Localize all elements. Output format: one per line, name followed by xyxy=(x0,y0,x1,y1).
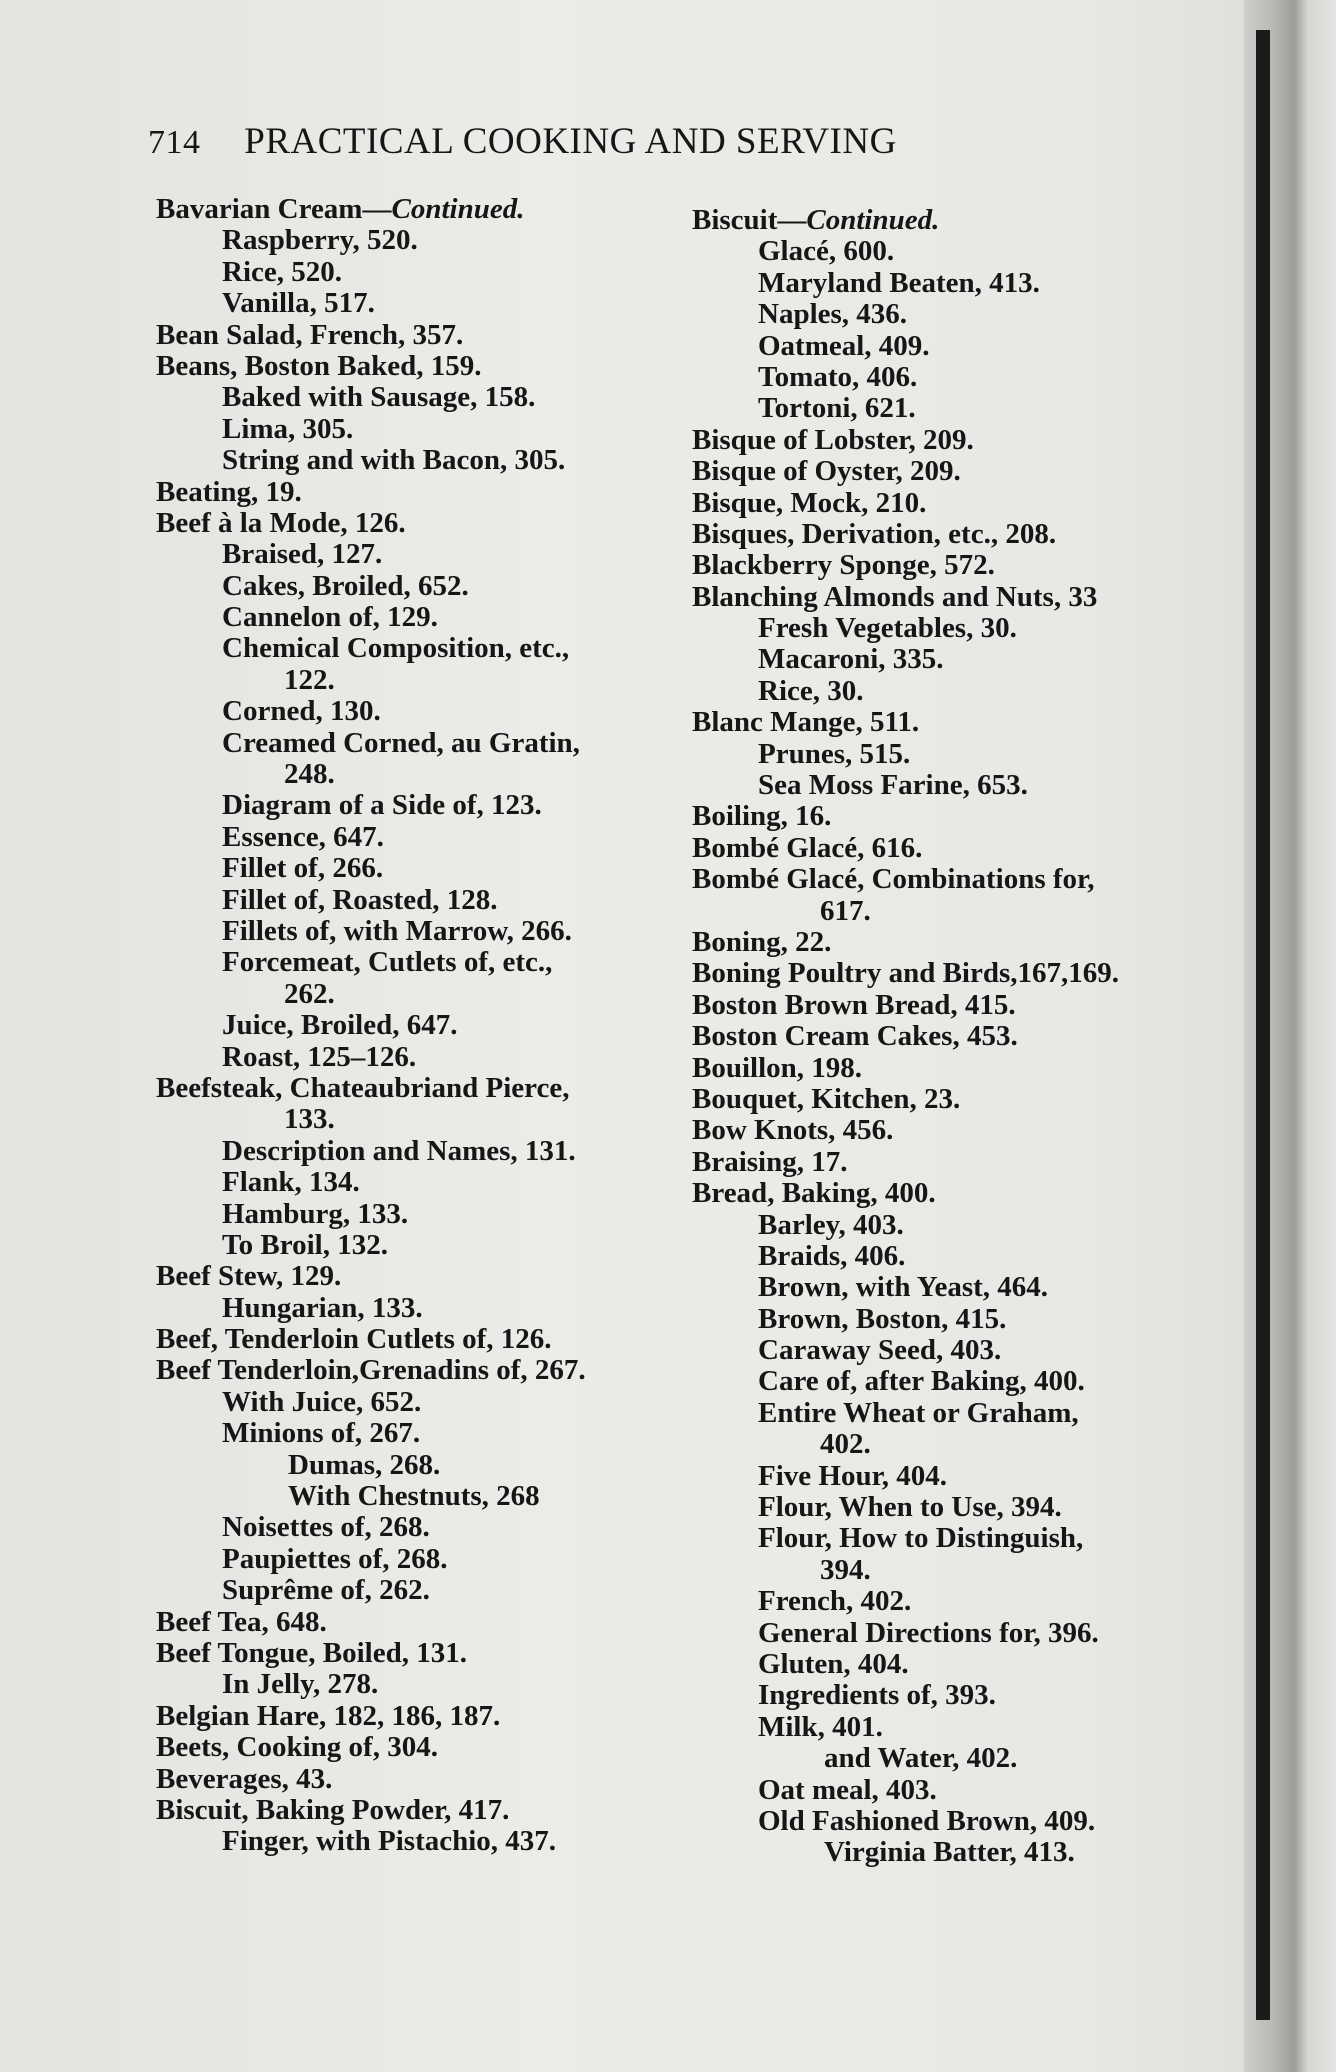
index-entry: Fillet of, 266. xyxy=(222,852,384,885)
index-entry: 262. xyxy=(284,977,335,1010)
index-entry: Paupiettes of, 268. xyxy=(222,1542,448,1575)
index-entry: Suprême of, 262. xyxy=(222,1574,430,1607)
index-entry: Beans, Boston Baked, 159. xyxy=(156,349,482,382)
index-entry: Description and Names, 131. xyxy=(222,1134,576,1167)
spine-shadow xyxy=(1256,30,1270,2020)
index-entry: Vanilla, 517. xyxy=(222,287,375,320)
index-entry: Hungarian, 133. xyxy=(222,1291,423,1324)
index-entry: Care of, after Baking, 400. xyxy=(758,1365,1085,1398)
index-entry: and Water, 402. xyxy=(824,1742,1018,1775)
index-entry: Sea Moss Farine, 653. xyxy=(758,769,1028,802)
index-entry: Belgian Hare, 182, 186, 187. xyxy=(156,1699,501,1732)
index-entry: Beef Tea, 648. xyxy=(156,1605,327,1638)
index-entry: General Directions for, 396. xyxy=(758,1616,1099,1649)
index-entry: Diagram of a Side of, 123. xyxy=(222,789,542,822)
index-entry: Beef Tenderloin,Grenadins of, 267. xyxy=(156,1354,586,1387)
index-entry: Boston Cream Cakes, 453. xyxy=(692,1020,1018,1053)
index-entry: Bombé Glacé, Combinations for, xyxy=(692,863,1095,896)
index-column-right xyxy=(692,205,1172,1869)
index-entry: Rice, 520. xyxy=(222,255,342,288)
index-entry: Barley, 403. xyxy=(758,1208,904,1241)
index-entry: With Juice, 652. xyxy=(222,1385,422,1418)
entry-heading: Biscuit— xyxy=(692,204,807,236)
index-entry: Oat meal, 403. xyxy=(758,1773,937,1806)
index-entry: Bean Salad, French, 357. xyxy=(156,318,464,351)
index-entry: Essence, 647. xyxy=(222,820,384,853)
index-entry: 394. xyxy=(820,1553,871,1586)
index-entry: Virginia Batter, 413. xyxy=(824,1836,1075,1869)
index-entry: Old Fashioned Brown, 409. xyxy=(758,1804,1096,1837)
index-entry: 402. xyxy=(820,1428,871,1461)
index-entry: Tortoni, 621. xyxy=(758,392,916,425)
index-entry: Boston Brown Bread, 415. xyxy=(692,988,1016,1021)
index-entry: Macaroni, 335. xyxy=(758,643,944,676)
index-entry: Bouquet, Kitchen, 23. xyxy=(692,1082,961,1115)
index-entry: Naples, 436. xyxy=(758,298,908,331)
index-entry: Gluten, 404. xyxy=(758,1647,909,1680)
index-entry: Baked with Sausage, 158. xyxy=(222,381,536,414)
index-entry: String and with Bacon, 305. xyxy=(222,444,566,477)
index-entry: 122. xyxy=(284,663,335,696)
index-entry: Minions of, 267. xyxy=(222,1417,421,1450)
index-entry: Creamed Corned, au Gratin, xyxy=(222,726,580,759)
index-entry: To Broil, 132. xyxy=(222,1228,388,1261)
index-entry: French, 402. xyxy=(758,1585,912,1618)
index-entry: Bread, Baking, 400. xyxy=(692,1177,936,1210)
index-entry: Lima, 305. xyxy=(222,412,354,445)
index-entry: Finger, with Pistachio, 437. xyxy=(222,1825,557,1858)
index-entry: Entire Wheat or Graham, xyxy=(758,1396,1079,1429)
index-entry: Raspberry, 520. xyxy=(222,224,418,257)
index-entry: Bisques, Derivation, etc., 208. xyxy=(692,517,1057,550)
index-entry: Roast, 125–126. xyxy=(222,1040,417,1073)
index-entry: Chemical Composition, etc., xyxy=(222,632,570,665)
index-entry: Oatmeal, 409. xyxy=(758,329,930,362)
index-entry xyxy=(156,194,696,225)
index-entry: Beef, Tenderloin Cutlets of, 126. xyxy=(156,1323,552,1356)
index-entry: Bisque of Lobster, 209. xyxy=(692,423,974,456)
index-entry: Beets, Cooking of, 304. xyxy=(156,1731,438,1764)
index-entry: Ingredients of, 393. xyxy=(758,1679,996,1712)
continued-label: Continued. xyxy=(806,204,940,236)
index-entry: Boiling, 16. xyxy=(692,800,832,833)
index-entry: Blackberry Sponge, 572. xyxy=(692,549,995,582)
index-entry: Prunes, 515. xyxy=(758,737,911,770)
page-number: 714 xyxy=(148,124,201,161)
index-entry: Bisque, Mock, 210. xyxy=(692,486,927,519)
index-entry: Brown, Boston, 415. xyxy=(758,1302,1007,1335)
index-entry xyxy=(692,205,1172,236)
index-entry: Cakes, Broiled, 652. xyxy=(222,569,469,602)
index-entry: Glacé, 600. xyxy=(758,235,895,268)
index-entry: Beverages, 43. xyxy=(156,1762,333,1795)
index-entry: Blanc Mange, 511. xyxy=(692,706,920,739)
index-column-left xyxy=(156,194,696,1858)
index-entry: 133. xyxy=(284,1103,335,1136)
index-entry: Beefsteak, Chateaubriand Pierce, xyxy=(156,1071,570,1104)
index-entry: Braids, 406. xyxy=(758,1239,906,1272)
index-entry: Bouillon, 198. xyxy=(692,1051,863,1084)
index-entry: Cannelon of, 129. xyxy=(222,601,438,634)
index-entry: Tomato, 406. xyxy=(758,360,918,393)
index-entry: Fresh Vegetables, 30. xyxy=(758,612,1017,645)
index-entry: Beating, 19. xyxy=(156,475,302,508)
running-title: PRACTICAL COOKING AND SERVING xyxy=(244,121,897,162)
index-entry: Braised, 127. xyxy=(222,538,383,571)
index-entry: Beef Stew, 129. xyxy=(156,1260,342,1293)
index-entry: In Jelly, 278. xyxy=(222,1668,379,1701)
index-entry: Bow Knots, 456. xyxy=(692,1114,894,1147)
index-entry: Bombé Glacé, 616. xyxy=(692,831,923,864)
index-entry: Braising, 17. xyxy=(692,1145,848,1178)
index-entry: Milk, 401. xyxy=(758,1710,883,1743)
index-entry: Flank, 134. xyxy=(222,1166,360,1199)
index-entry: Flour, How to Distinguish, xyxy=(758,1522,1084,1555)
index-entry: Hamburg, 133. xyxy=(222,1197,409,1230)
entry-heading: Bavarian Cream— xyxy=(156,193,392,225)
index-entry: Corned, 130. xyxy=(222,695,381,728)
index-entry: Noisettes of, 268. xyxy=(222,1511,430,1544)
index-entry: Dumas, 268. xyxy=(288,1448,441,1481)
index-entry: Fillets of, with Marrow, 266. xyxy=(222,914,572,947)
index-entry: Biscuit, Baking Powder, 417. xyxy=(156,1793,510,1826)
index-entry: With Chestnuts, 268 xyxy=(288,1480,540,1513)
index-entry: Bisque of Oyster, 209. xyxy=(692,455,961,488)
continued-label: Continued. xyxy=(391,193,525,225)
index-entry: 617. xyxy=(820,894,871,927)
index-entry: Brown, with Yeast, 464. xyxy=(758,1271,1049,1304)
index-entry: Boning Poultry and Birds,167,169. xyxy=(692,957,1120,990)
index-entry: Five Hour, 404. xyxy=(758,1459,948,1492)
index-entry: Boning, 22. xyxy=(692,925,832,958)
index-entry: 248. xyxy=(284,758,335,791)
page-header xyxy=(148,120,1048,170)
index-entry: Beef Tongue, Boiled, 131. xyxy=(156,1636,467,1669)
index-entry: Caraway Seed, 403. xyxy=(758,1334,1002,1367)
index-entry: Maryland Beaten, 413. xyxy=(758,266,1040,299)
index-entry: Flour, When to Use, 394. xyxy=(758,1491,1062,1524)
index-entry: Fillet of, Roasted, 128. xyxy=(222,883,498,916)
index-entry: Blanching Almonds and Nuts, 33 xyxy=(692,580,1098,613)
index-entry: Juice, Broiled, 647. xyxy=(222,1009,458,1042)
index-entry: Rice, 30. xyxy=(758,674,864,707)
index-entry: Beef à la Mode, 126. xyxy=(156,506,406,539)
index-entry: Forcemeat, Cutlets of, etc., xyxy=(222,946,553,979)
